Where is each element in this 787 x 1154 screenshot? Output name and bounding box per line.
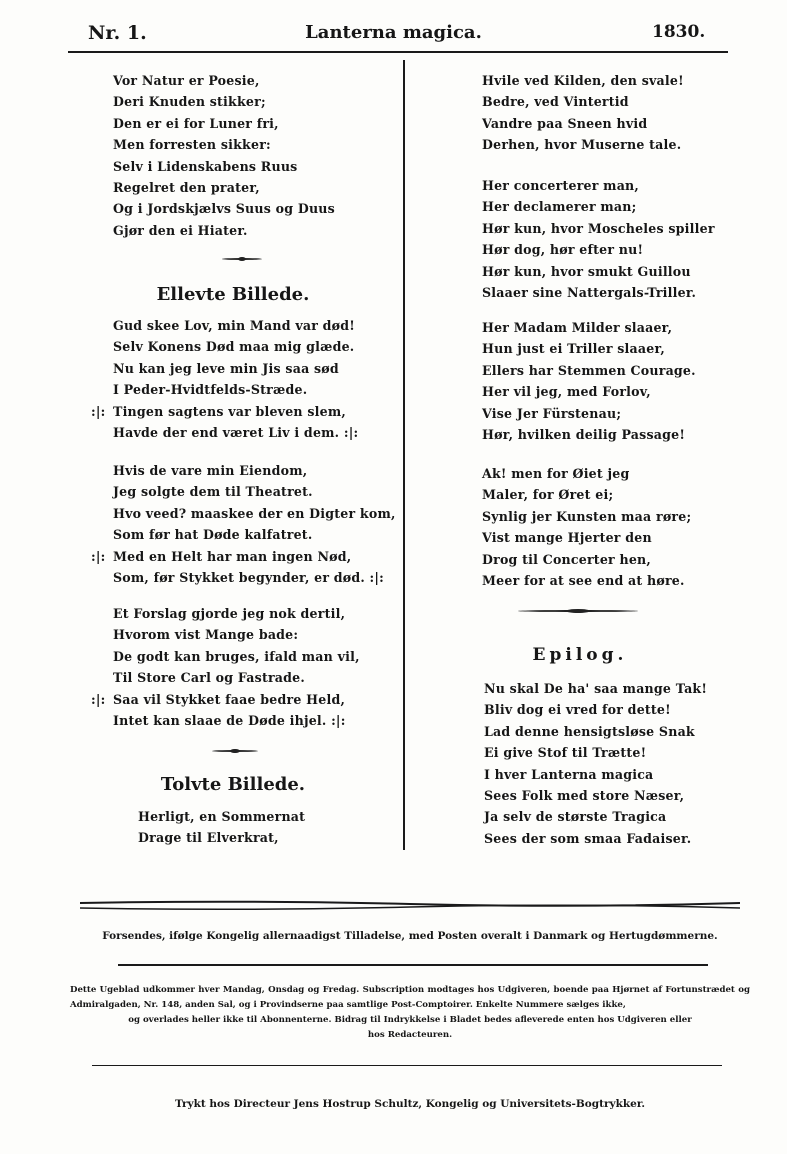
publication-info <box>70 983 750 1043</box>
verse-line <box>482 70 684 91</box>
verse-text: Som, før Stykket begynder, er død. :|: <box>113 569 385 585</box>
verse-line <box>482 134 684 155</box>
verse-text: Maler, for Øret ei; <box>482 487 614 503</box>
ornament-rule <box>222 258 262 260</box>
verse-line <box>113 710 360 731</box>
stanza <box>482 317 696 445</box>
section-title: Ellevte Billede. <box>156 284 310 305</box>
stanza <box>138 806 305 849</box>
verse-line <box>113 198 335 219</box>
info-line: og overlades heller ikke til Abonnenterne. Bidrag til Indrykkelse i Bladet bedes afleverede enten hos Udgiveren eller <box>128 1015 692 1025</box>
verse-line <box>482 317 696 338</box>
column-divider <box>403 60 405 850</box>
verse-text: Jeg solgte dem til Theatret. <box>113 484 313 500</box>
printer-imprint: Trykt hos Directeur Jens Hostrup Schultz, Kongelig og Universitets-Bogtrykker. <box>174 1098 646 1110</box>
verse-line <box>113 91 335 112</box>
repeat-mark: :|: <box>91 548 106 564</box>
verse-text: Hun just ei Triller slaaer, <box>482 341 665 357</box>
verse-line <box>482 282 715 303</box>
verse-text: Drage til Elverkrat, <box>138 830 279 846</box>
stanza <box>482 70 684 156</box>
verse-line <box>113 460 396 481</box>
verse-line <box>484 785 707 806</box>
verse-line <box>482 338 696 359</box>
verse-text: Bedre, ved Vintertid <box>482 94 629 110</box>
verse-text: Lad denne hensigtsløse Snak <box>484 723 695 739</box>
verse-line <box>113 315 358 336</box>
verse-line <box>482 484 691 505</box>
verse-text: Drog til Concerter hen, <box>482 551 651 567</box>
verse-line <box>91 546 396 567</box>
verse-line <box>482 196 715 217</box>
verse-text: Her Madam Milder slaaer, <box>482 320 673 335</box>
year: 1830. <box>652 22 706 42</box>
verse-line <box>113 177 335 198</box>
verse-text: Hvis de vare min Eiendom, <box>113 463 308 478</box>
verse-line <box>482 113 684 134</box>
verse-text: Selv i Lidenskabens Ruus <box>113 158 298 174</box>
verse-text: Gud skee Lov, min Mand var død! <box>113 318 355 333</box>
issue-number: Nr. 1. <box>88 22 147 44</box>
verse-text: Vandre paa Sneen hvid <box>482 115 648 131</box>
verse-text: Hør kun, hvor Moscheles spiller <box>482 220 715 236</box>
verse-line <box>482 506 691 527</box>
verse-text: Deri Knuden stikker; <box>113 94 266 110</box>
verse-line <box>482 218 715 239</box>
verse-text: Vise Jer Fürstenau; <box>482 405 622 421</box>
verse-line <box>113 134 335 155</box>
verse-line <box>484 806 707 827</box>
verse-text: Ja selv de største Tragica <box>484 809 667 825</box>
verse-line <box>113 567 396 588</box>
verse-line <box>113 524 396 545</box>
verse-line <box>113 70 335 91</box>
verse-text: Slaaer sine Nattergals-Triller. <box>482 284 697 300</box>
verse-text: Tingen sagtens var bleven slem, <box>113 403 346 419</box>
verse-line <box>113 358 358 379</box>
verse-text: Vor Natur er Poesie, <box>113 73 260 88</box>
verse-text: Synlig jer Kunsten maa røre; <box>482 508 692 524</box>
verse-line <box>484 742 707 763</box>
verse-line <box>484 721 707 742</box>
verse-line <box>113 422 358 443</box>
verse-line <box>113 336 358 357</box>
section-title: Tolvte Billede. <box>160 774 306 795</box>
verse-text: Ak! men for Øiet jeg <box>482 466 630 481</box>
repeat-mark: :|: <box>91 403 106 419</box>
verse-line <box>113 220 335 241</box>
wavy-double-rule <box>80 898 740 914</box>
verse-text: Som før hat Døde kalfatret. <box>113 527 313 543</box>
verse-text: Ei give Stof til Trætte! <box>484 745 647 761</box>
verse-text: Hvile ved Kilden, den svale! <box>482 73 684 88</box>
ornament-rule <box>212 750 258 752</box>
verse-line <box>113 603 360 624</box>
verse-text: Meer for at see end at høre. <box>482 572 685 588</box>
verse-text: Sees der som smaa Fadaiser. <box>484 830 692 846</box>
stanza <box>91 315 359 443</box>
verse-line <box>482 463 691 484</box>
verse-line <box>484 828 707 849</box>
postal-notice: Forsendes, ifølge Kongelig allernaadigst Tilladelse, med Posten overalt i Danmark og Hertugdømmerne. <box>102 930 718 942</box>
verse-text: Nu skal De ha' saa mange Tak! <box>484 681 708 696</box>
stanza <box>91 460 396 588</box>
verse-text: Intet kan slaae de Døde ihjel. :|: <box>113 712 346 728</box>
verse-text: Selv Konens Død maa mig glæde. <box>113 339 355 355</box>
stanza <box>482 463 691 591</box>
verse-line <box>91 401 358 422</box>
verse-text: Her concerterer man, <box>482 178 639 193</box>
verse-text: Regelret den prater, <box>113 179 260 195</box>
verse-text: Et Forslag gjorde jeg nok dertil, <box>113 606 346 621</box>
footer-rule <box>92 1065 722 1066</box>
verse-text: Gjør den ei Hiater. <box>113 222 248 238</box>
verse-line <box>482 549 691 570</box>
header-rule <box>68 51 728 53</box>
verse-text: Til Store Carl og Fastrade. <box>113 670 305 686</box>
ornament-rule <box>518 610 638 612</box>
verse-text: Hør, hvilken deilig Passage! <box>482 426 686 442</box>
verse-line <box>484 764 707 785</box>
verse-line <box>482 91 684 112</box>
verse-line <box>482 424 696 445</box>
verse-text: Her declamerer man; <box>482 199 637 215</box>
stanza <box>91 603 360 731</box>
verse-text: Og i Jordskjælvs Suus og Duus <box>113 201 335 217</box>
verse-line <box>113 113 335 134</box>
verse-text: Saa vil Stykket faae bedre Held, <box>113 691 346 707</box>
section-title: Epilog. <box>532 645 628 665</box>
verse-line <box>113 646 360 667</box>
verse-text: Hvorom vist Mange bade: <box>113 627 299 643</box>
verse-line <box>482 570 691 591</box>
verse-line <box>113 624 360 645</box>
verse-line <box>91 689 360 710</box>
verse-text: Her vil jeg, med Forlov, <box>482 384 651 400</box>
verse-line <box>113 481 396 502</box>
verse-line <box>113 156 335 177</box>
verse-line <box>482 175 715 196</box>
stanza <box>482 175 715 303</box>
verse-text: Derhen, hvor Muserne tale. <box>482 137 682 153</box>
stanza <box>113 70 335 241</box>
verse-line <box>484 699 707 720</box>
info-line: Dette Ugeblad udkommer hver Mandag, Onsdag og Fredag. Subscription modtages hos Udgiveren, boende paa Hjørnet af Fortunstrædet og Admiralgaden, Nr. 148, anden Sal, og i Provindserne paa samtlige Post-Comptoirer. Enkelte Nummere sælges ikke, <box>70 985 750 1010</box>
verse-line <box>113 503 396 524</box>
verse-text: Bliv dog ei vred for dette! <box>484 702 671 718</box>
verse-line <box>482 527 691 548</box>
verse-text: Nu kan jeg leve min Jis saa sød <box>113 360 339 376</box>
verse-text: Vist mange Hjerter den <box>482 530 652 546</box>
verse-text: De godt kan bruges, ifald man vil, <box>113 648 360 664</box>
verse-line <box>482 239 715 260</box>
verse-text: Herligt, en Sommernat <box>138 809 306 824</box>
verse-text: I Peder-Hvidtfelds-Stræde. <box>113 382 308 398</box>
verse-text: Hør dog, hør efter nu! <box>482 242 644 258</box>
footer-rule <box>118 964 708 966</box>
verse-line <box>482 261 715 282</box>
verse-line <box>482 381 696 402</box>
verse-line <box>113 667 360 688</box>
info-line: hos Redacteuren. <box>367 1030 453 1040</box>
verse-text: Hvo veed? maaskee der en Digter kom, <box>113 505 396 521</box>
verse-text: I hver Lanterna magica <box>484 766 654 782</box>
verse-line <box>482 403 696 424</box>
verse-text: Med en Helt har man ingen Nød, <box>113 548 352 564</box>
stanza <box>484 678 707 849</box>
verse-line <box>138 827 305 848</box>
verse-text: Sees Folk med store Næser, <box>484 787 685 803</box>
verse-text: Ellers har Stemmen Courage. <box>482 362 696 378</box>
verse-line <box>484 678 707 699</box>
verse-line <box>138 806 305 827</box>
repeat-mark: :|: <box>91 691 106 707</box>
page-title: Lanterna magica. <box>305 22 482 43</box>
verse-text: Havde der end været Liv i dem. :|: <box>113 424 359 440</box>
verse-line <box>113 379 358 400</box>
verse-line <box>482 360 696 381</box>
verse-text: Hør kun, hvor smukt Guillou <box>482 263 691 279</box>
verse-text: Den er ei for Luner fri, <box>113 115 279 131</box>
verse-text: Men forresten sikker: <box>113 137 271 153</box>
